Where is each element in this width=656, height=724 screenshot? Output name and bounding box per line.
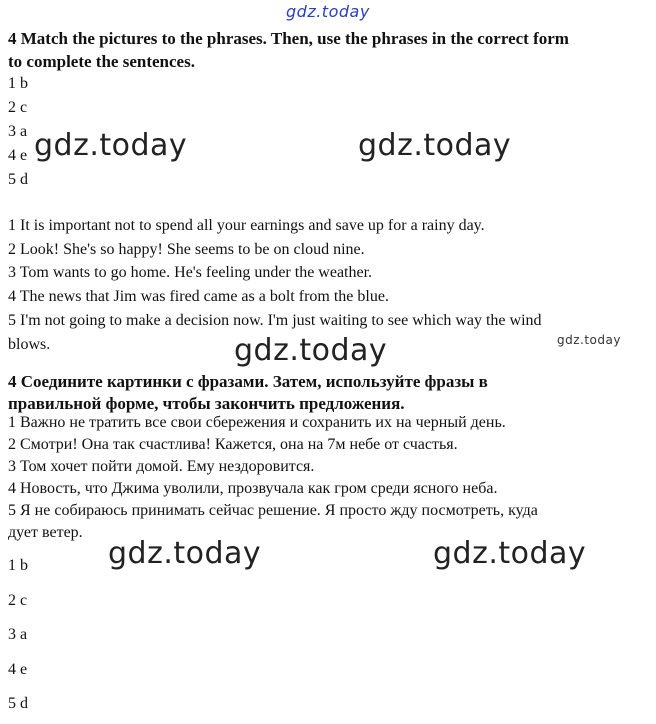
russian-heading-line1: 4 Соедините картинки с фразами. Затем, используйте фразы в <box>8 372 488 391</box>
russian-sentence: 1 Важно не тратить все свои сбережения и сохранить их на черный день. <box>8 414 506 431</box>
english-answer: 4 e <box>8 147 28 164</box>
english-answer: 2 c <box>8 99 28 116</box>
russian-sentence: 5 Я не собираюсь принимать сейчас решение. Я просто жду посмотреть, куда <box>8 502 538 519</box>
russian-answer: 1 b <box>8 557 28 574</box>
russian-heading-line2: правильной форме, чтобы закончить предложения. <box>8 394 405 413</box>
russian-answer: 4 e <box>8 661 28 678</box>
english-answer: 3 a <box>8 123 28 140</box>
russian-answer: 3 a <box>8 626 28 643</box>
watermark-small: gdz.today <box>557 333 621 347</box>
english-sentence: 4 The news that Jim was fired came as a bolt from the blue. <box>8 288 389 305</box>
russian-answer: 5 d <box>8 695 28 712</box>
russian-sentence: 4 Новость, что Джима уволили, прозвучала как гром среди ясного неба. <box>8 480 498 497</box>
russian-sentence: 2 Смотри! Она так счастлива! Кажется, она на 7м небе от счастья. <box>8 436 458 453</box>
russian-sentence: 3 Том хочет пойти домой. Ему нездоровится. <box>8 458 315 475</box>
watermark-5: gdz.today <box>433 536 587 571</box>
english-sentence: 2 Look! She's so happy! She seems to be on cloud nine. <box>8 241 365 258</box>
english-sentence: 3 Tom wants to go home. He's feeling under the weather. <box>8 264 373 281</box>
russian-sentence: дует ветер. <box>8 524 83 541</box>
english-sentence: 5 I'm not going to make a decision now. I'm just waiting to see which way the wind <box>8 312 542 329</box>
english-heading-line2: to complete the sentences. <box>8 52 195 71</box>
english-answer: 5 d <box>8 171 28 188</box>
english-sentence: blows. <box>8 336 51 353</box>
russian-answer: 2 c <box>8 592 28 609</box>
english-answer: 1 b <box>8 75 28 92</box>
watermark-3: gdz.today <box>234 333 388 368</box>
watermark-1: gdz.today <box>34 128 188 163</box>
english-heading-line1: 4 Match the pictures to the phrases. Then, use the phrases in the correct form <box>8 29 569 48</box>
watermark-2: gdz.today <box>358 128 512 163</box>
watermark-4: gdz.today <box>108 536 262 571</box>
english-sentence: 1 It is important not to spend all your earnings and save up for a rainy day. <box>8 217 485 234</box>
watermark-top: gdz.today <box>286 2 370 21</box>
